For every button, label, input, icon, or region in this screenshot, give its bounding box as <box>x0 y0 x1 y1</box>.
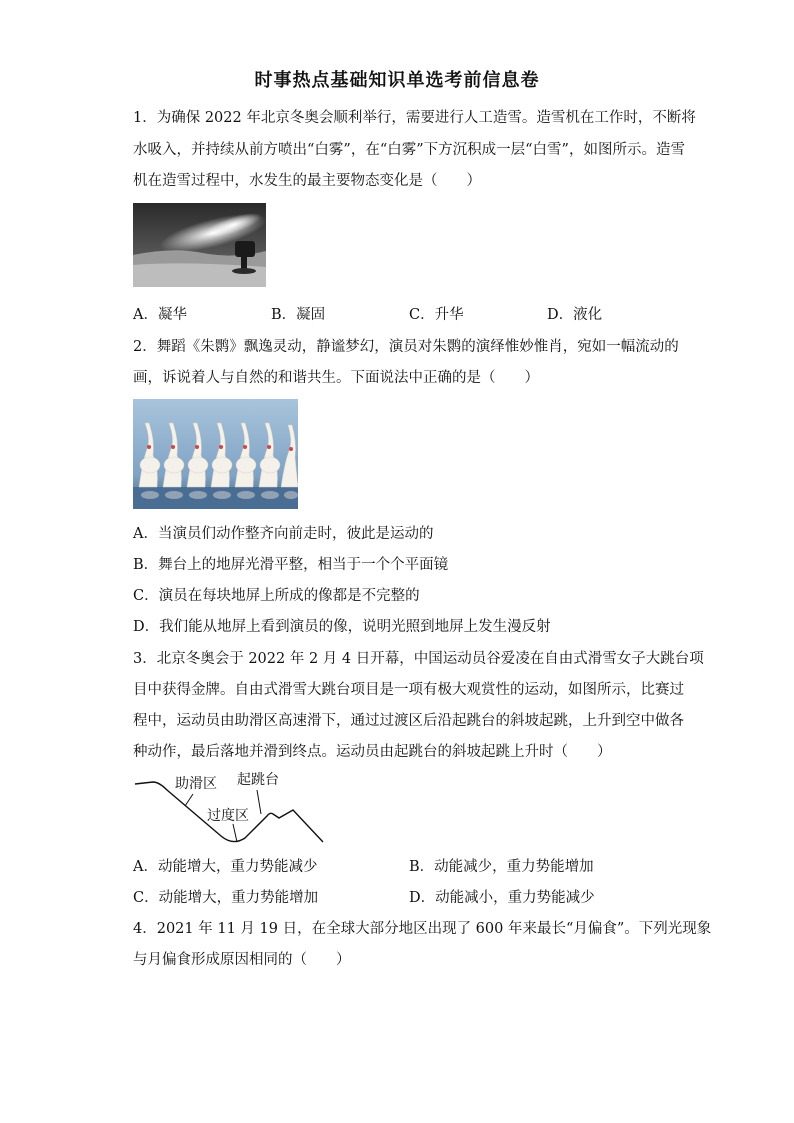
q2-option-d: D．我们能从地屏上看到演员的像，说明光照到地屏上发生漫反射 <box>133 619 551 635</box>
q1-option-a: A．凝华 <box>133 307 187 323</box>
q3-line-2: 目中获得金牌。自由式滑雪大跳台项目是一项有极大观赏性的运动，如图所示，比赛过 <box>133 682 684 698</box>
q2-line-1: 2．舞蹈《朱鹮》飘逸灵动，静谧梦幻，演员对朱鹮的演绎惟妙惟肖，宛如一幅流动的 <box>133 339 679 355</box>
label-leader-transition <box>233 824 237 842</box>
q2-line-2: 画，诉说着人与自然的和谐共生。下面说法中正确的是（ ） <box>133 370 539 386</box>
q3-option-c: C．动能增大，重力势能增加 <box>133 890 319 906</box>
q3-line-1: 3．北京冬奥会于 2022 年 2 月 4 日开幕，中国运动员谷爱凌在自由式滑雪女子大跳台项 <box>133 651 704 667</box>
q3-line-3: 程中，运动员由助滑区高速滑下，通过过渡区后沿起跳台的斜坡起跳，上升到空中做各 <box>133 713 684 729</box>
label-leader-takeoff <box>257 790 261 814</box>
q3-option-b: B．动能减少，重力势能增加 <box>409 859 594 875</box>
label-runway: 助滑区 <box>175 776 217 792</box>
page-title: 时事热点基础知识单选考前信息卷 <box>254 70 540 91</box>
q1-line-3: 机在造雪过程中，水发生的最主要物态变化是（ ） <box>133 173 481 189</box>
ski-jump-diagram <box>133 768 333 848</box>
q4-line-1: 4．2021 年 11 月 19 日，在全球大部分地区出现了 600 年来最长“月偏食”。下列光现象 <box>133 921 712 937</box>
q1-option-b: B．凝固 <box>271 307 326 323</box>
q2-option-a: A．当演员们动作整齐向前走时，彼此是运动的 <box>133 526 434 542</box>
q1-option-d: D．液化 <box>547 307 603 323</box>
label-leader-runway <box>185 794 193 806</box>
q3-line-4: 种动作，最后落地并滑到终点。运动员由起跳台的斜坡起跳上升时（ ） <box>133 744 612 760</box>
label-takeoff: 起跳台 <box>237 772 279 788</box>
label-transition: 过度区 <box>207 808 249 824</box>
q1-option-c: C．升华 <box>409 307 464 323</box>
q3-option-a: A．动能增大，重力势能减少 <box>133 859 318 875</box>
q1-line-2: 水吸入，并持续从前方喷出“白雾”，在“白雾”下方沉积成一层“白雪”，如图所示。造雪 <box>133 142 685 158</box>
q1-line-1: 1．为确保 2022 年北京冬奥会顺利举行，需要进行人工造雪。造雪机在工作时，不断将 <box>133 110 696 126</box>
q2-option-c: C．演员在每块地屏上所成的像都是不完整的 <box>133 588 420 604</box>
dance-photo <box>133 399 298 509</box>
snow-machine-photo <box>133 203 266 287</box>
q2-option-b: B．舞台上的地屏光滑平整，相当于一个个平面镜 <box>133 557 449 573</box>
q4-line-2: 与月偏食形成原因相同的（ ） <box>133 952 351 968</box>
q3-option-d: D．动能减小，重力势能减少 <box>409 890 595 906</box>
